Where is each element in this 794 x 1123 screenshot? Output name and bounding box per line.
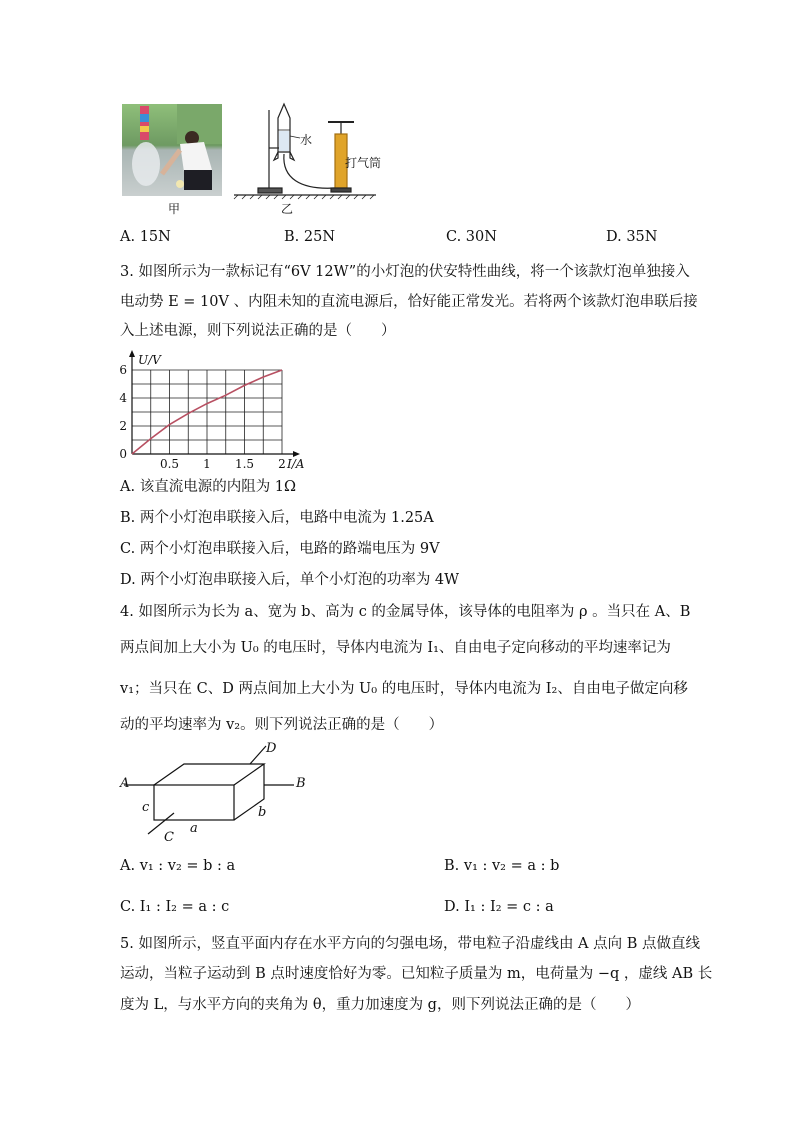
rocket-photo <box>122 104 222 196</box>
y-tick-label: 4 <box>119 391 127 405</box>
x-tick-label: 1.5 <box>234 457 255 471</box>
q4-option-a: A. v₁ : v₂ = b : a <box>120 858 236 874</box>
q4-stem-line-3: v₁；当只在 C、D 两点间加上大小为 U₀ 的电压时，导体内电流为 I₂、自由电子做定向移 <box>120 681 688 697</box>
y-tick-label: 6 <box>119 363 127 377</box>
q3-stem-line-2: 电动势 E = 10V 、内阻未知的直流电源后，恰好能正常发光。若将两个该款灯泡串联后接 <box>120 294 698 310</box>
y-axis-arrow <box>129 350 135 357</box>
q5-stem-line-3: 度为 L，与水平方向的夹角为 θ，重力加速度为 g，则下列说法正确的是（ ） <box>120 997 640 1013</box>
x-tick-label: 1 <box>203 457 211 471</box>
label-B: B <box>296 776 306 791</box>
q3-option-b: B. 两个小灯泡串联接入后，电路中电流为 1.25A <box>120 510 434 526</box>
y-axis-label: U/V <box>138 353 161 367</box>
x-tick-label: 0.5 <box>159 457 180 471</box>
q4-option-c: C. I₁ : I₂ = a : c <box>120 899 230 915</box>
q3-stem-line-3: 入上述电源，则下列说法正确的是（ ） <box>120 323 396 339</box>
label-D: D <box>266 741 277 756</box>
label-A: A <box>120 776 130 791</box>
y-tick-label: 2 <box>119 419 127 433</box>
label-b: b <box>258 805 267 820</box>
q2-option-d: D. 35N <box>606 229 658 245</box>
q5-stem-line-2: 运动，当粒子运动到 B 点时速度恰好为零。已知粒子质量为 m，电荷量为 −q ，虚线 AB 长 <box>120 966 713 982</box>
q4-option-d: D. I₁ : I₂ = c : a <box>444 899 554 915</box>
iv-chart <box>112 344 322 474</box>
apparatus-diagram <box>230 100 380 200</box>
water-label: 水 <box>300 133 313 147</box>
q2-option-b: B. 25N <box>284 229 336 245</box>
x-axis-label: I/A <box>287 457 305 471</box>
q3-option-a: A. 该直流电源的内阻为 1Ω <box>120 479 297 495</box>
apparatus-caption: 乙 <box>281 202 294 216</box>
q3-stem-line-1: 3. 如图所示为一款标记有“6V 12W”的小灯泡的伏安特性曲线，将一个该款灯泡单独接入 <box>120 264 690 280</box>
q4-option-b: B. v₁ : v₂ = a : b <box>444 858 560 874</box>
q5-stem-line-1: 5. 如图所示，竖直平面内存在水平方向的匀强电场，带电粒子沿虚线由 A 点向 B 点做直线 <box>120 936 701 952</box>
label-C: C <box>164 830 174 845</box>
pump-label: 打气筒 <box>345 156 382 170</box>
q4-stem-line-1: 4. 如图所示为长为 a、宽为 b、高为 c 的金属导体，该导体的电阻率为 ρ 。当只在 A、B <box>120 604 691 620</box>
q3-option-d: D. 两个小灯泡串联接入后，单个小灯泡的功率为 4W <box>120 572 460 588</box>
y-tick-label: 0 <box>119 447 127 461</box>
x-tick-label: 2 <box>278 457 286 471</box>
label-a: a <box>190 821 198 836</box>
q3-option-c: C. 两个小灯泡串联接入后，电路的路端电压为 9V <box>120 541 440 557</box>
conductor-box-diagram <box>118 740 318 850</box>
q4-stem-line-4: 动的平均速率为 v₂。则下列说法正确的是（ ） <box>120 717 444 733</box>
photo-caption: 甲 <box>168 202 181 216</box>
label-c: c <box>142 800 150 815</box>
q2-option-c: C. 30N <box>446 229 497 245</box>
q4-stem-line-2: 两点间加上大小为 U₀ 的电压时，导体内电流为 I₁、自由电子定向移动的平均速率记为 <box>120 640 671 656</box>
q2-option-a: A. 15N <box>120 229 171 245</box>
